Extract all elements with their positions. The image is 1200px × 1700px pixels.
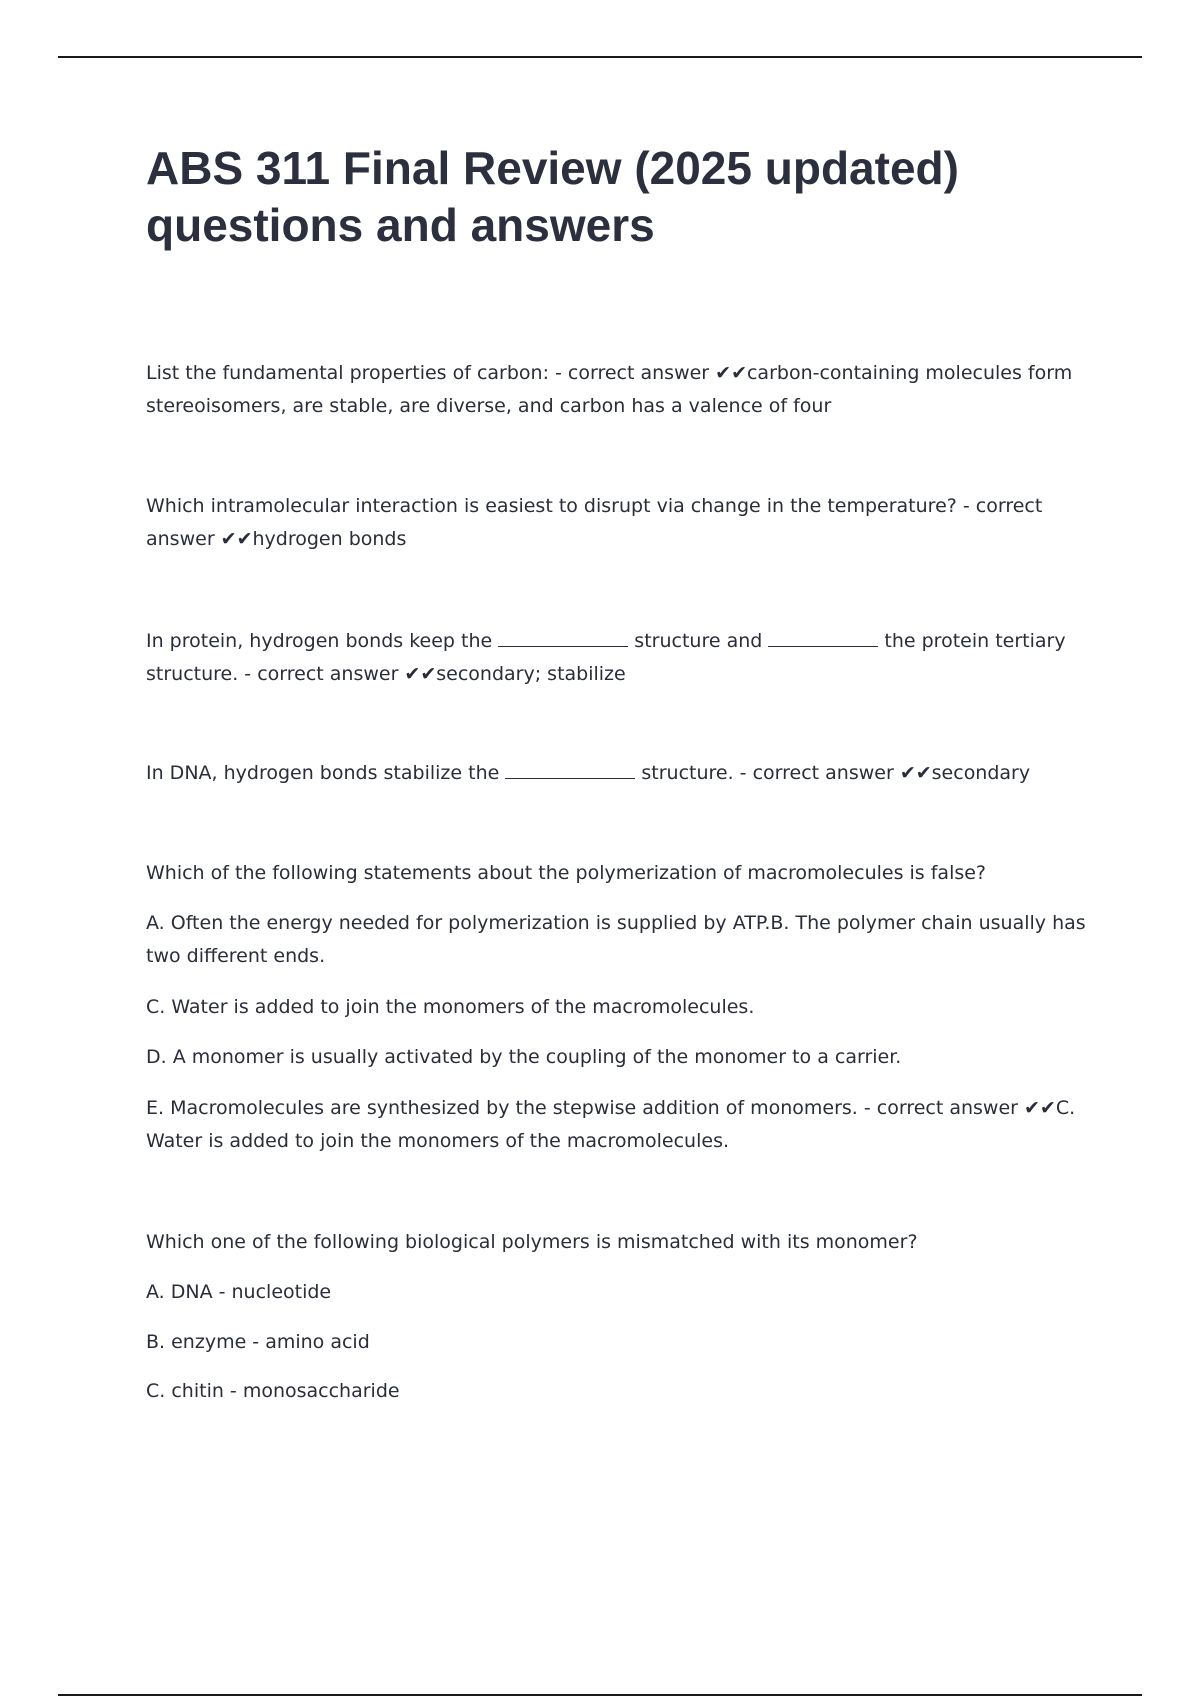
question-3-text-1: In protein, hydrogen bonds keep the	[146, 630, 499, 652]
question-3-text-2: structure and	[628, 630, 769, 652]
question-6-option-c: C. chitin - monosaccharide	[146, 1380, 400, 1402]
question-5: Which of the following statements about the polymerization of macromolecules is false?	[146, 862, 987, 884]
question-4-text-2: structure. - correct answer ✔✔secondary	[635, 762, 1031, 784]
fill-in-blank	[505, 777, 635, 779]
question-1: List the fundamental properties of carbon: - correct answer ✔✔carbon-containing molecules form stereoisomers, are stable, are diverse, and carbon has a valence of four	[146, 362, 1073, 417]
top-rule	[58, 56, 1142, 58]
bottom-rule	[58, 1694, 1142, 1696]
question-6: Which one of the following biological polymers is mismatched with its monomer?	[146, 1231, 918, 1253]
question-2: Which intramolecular interaction is easiest to disrupt via change in the temperature? - correct answer ✔✔hydrogen bonds	[146, 495, 1043, 550]
fill-in-blank	[768, 645, 878, 647]
fill-in-blank	[498, 645, 628, 647]
question-4-text-1: In DNA, hydrogen bonds stabilize the	[146, 762, 506, 784]
question-3-text-3: the protein tertiary structure. - correct answer ✔✔secondary; stabilize	[146, 630, 1066, 685]
question-5-option-e: E. Macromolecules are synthesized by the stepwise addition of monomers. - correct answer ✔✔C. Water is added to join the monomers of the macromolecules.	[146, 1097, 1076, 1152]
question-4	[146, 757, 1096, 790]
question-5-option-d: D. A monomer is usually activated by the coupling of the monomer to a carrier.	[146, 1046, 902, 1068]
question-6-option-b: B. enzyme - amino acid	[146, 1331, 370, 1353]
question-3	[146, 625, 1096, 691]
document-title: ABS 311 Final Review (2025 updated) questions and answers	[146, 142, 959, 251]
question-6-option-a: A. DNA - nucleotide	[146, 1281, 332, 1303]
question-5-option-ab: A. Often the energy needed for polymerization is supplied by ATP.B. The polymer chain usually has two different ends.	[146, 912, 1086, 967]
question-5-option-c: C. Water is added to join the monomers of the macromolecules.	[146, 996, 755, 1018]
